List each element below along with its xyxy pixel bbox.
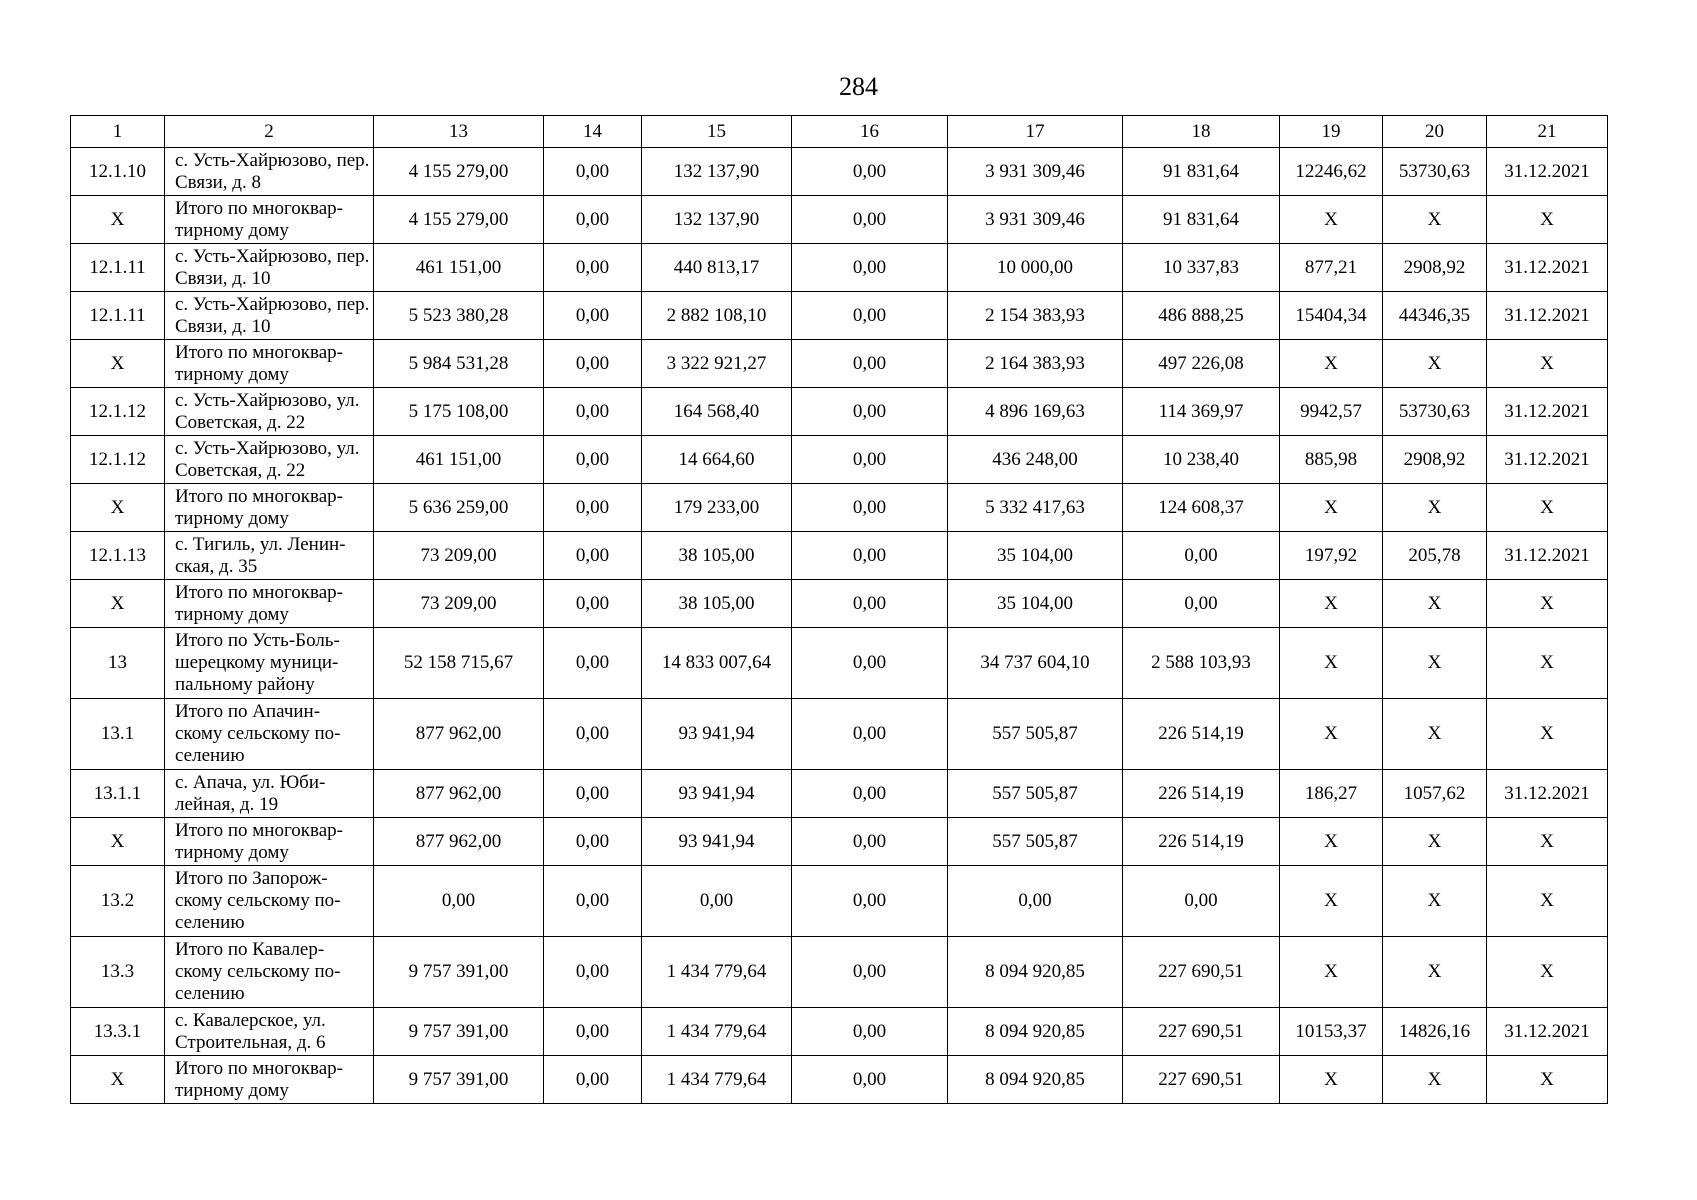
table-cell: 885,98 xyxy=(1280,436,1383,484)
table-row xyxy=(71,196,1608,244)
table-cell: 227 690,51 xyxy=(1123,1056,1280,1104)
table-cell: 877,21 xyxy=(1280,244,1383,292)
table-cell: 93 941,94 xyxy=(642,818,792,866)
table-cell: X xyxy=(1383,196,1487,244)
table-cell: 0,00 xyxy=(544,484,642,532)
table-cell: 12.1.12 xyxy=(71,436,165,484)
table-cell: 0,00 xyxy=(374,866,544,937)
table-cell: 0,00 xyxy=(544,244,642,292)
column-header: 19 xyxy=(1280,116,1383,148)
table-cell: 2908,92 xyxy=(1383,436,1487,484)
table-cell: 93 941,94 xyxy=(642,699,792,770)
table-cell: 0,00 xyxy=(544,770,642,818)
table-cell: Итого по многоквар- тирному дому xyxy=(165,1056,374,1104)
table-cell: 10153,37 xyxy=(1280,1008,1383,1056)
table-cell: 0,00 xyxy=(948,866,1123,937)
table-cell: 227 690,51 xyxy=(1123,937,1280,1008)
table-cell: 4 155 279,00 xyxy=(374,148,544,196)
table-cell: 877 962,00 xyxy=(374,699,544,770)
table-cell: 13.2 xyxy=(71,866,165,937)
table-cell: 13.1 xyxy=(71,699,165,770)
table-cell: 0,00 xyxy=(792,532,948,580)
table-cell: 0,00 xyxy=(544,866,642,937)
table-cell: 164 568,40 xyxy=(642,388,792,436)
table-body xyxy=(71,116,1608,1104)
table-cell: 53730,63 xyxy=(1383,388,1487,436)
table-cell: 132 137,90 xyxy=(642,148,792,196)
table-cell: 132 137,90 xyxy=(642,196,792,244)
table-cell: 13.3.1 xyxy=(71,1008,165,1056)
table-cell: 31.12.2021 xyxy=(1487,244,1608,292)
table-cell: 3 931 309,46 xyxy=(948,196,1123,244)
table-cell: 0,00 xyxy=(792,937,948,1008)
table-cell: с. Тигиль, ул. Ленин- ская, д. 35 xyxy=(165,532,374,580)
table-cell: 2908,92 xyxy=(1383,244,1487,292)
table-row xyxy=(71,436,1608,484)
table-cell: X xyxy=(1487,937,1608,1008)
table-cell: 9 757 391,00 xyxy=(374,1008,544,1056)
table-cell: 0,00 xyxy=(544,699,642,770)
table-cell: 227 690,51 xyxy=(1123,1008,1280,1056)
table-cell: 1057,62 xyxy=(1383,770,1487,818)
table-cell: 14 664,60 xyxy=(642,436,792,484)
table-cell: 179 233,00 xyxy=(642,484,792,532)
table-cell: X xyxy=(1280,699,1383,770)
table-cell: 10 238,40 xyxy=(1123,436,1280,484)
table-cell: 0,00 xyxy=(792,818,948,866)
table-cell: X xyxy=(1280,937,1383,1008)
table-cell: 0,00 xyxy=(544,628,642,699)
table-cell: 114 369,97 xyxy=(1123,388,1280,436)
table-cell: 0,00 xyxy=(544,818,642,866)
table-cell: 8 094 920,85 xyxy=(948,1056,1123,1104)
column-header: 15 xyxy=(642,116,792,148)
page-number: 284 xyxy=(839,72,878,101)
table-cell: X xyxy=(1487,1056,1608,1104)
table-cell: 0,00 xyxy=(792,148,948,196)
table-cell: 226 514,19 xyxy=(1123,699,1280,770)
table-cell: Итого по многоквар- тирному дому xyxy=(165,580,374,628)
table-cell: X xyxy=(1280,196,1383,244)
table-cell: X xyxy=(1383,340,1487,388)
table-row xyxy=(71,532,1608,580)
table-cell: 5 636 259,00 xyxy=(374,484,544,532)
table-cell: X xyxy=(1487,866,1608,937)
table-cell: 12.1.11 xyxy=(71,244,165,292)
column-header: 20 xyxy=(1383,116,1487,148)
table-cell: 91 831,64 xyxy=(1123,148,1280,196)
table-cell: 557 505,87 xyxy=(948,818,1123,866)
table-cell: 91 831,64 xyxy=(1123,196,1280,244)
column-header: 21 xyxy=(1487,116,1608,148)
table-cell: 31.12.2021 xyxy=(1487,292,1608,340)
table-cell: 436 248,00 xyxy=(948,436,1123,484)
table-cell: X xyxy=(1280,580,1383,628)
table-row xyxy=(71,866,1608,937)
table-cell: 12.1.11 xyxy=(71,292,165,340)
table-cell: Итого по Запорож- скому сельскому по- селению xyxy=(165,866,374,937)
table-cell: X xyxy=(1487,340,1608,388)
table-cell: 461 151,00 xyxy=(374,244,544,292)
table-cell: 31.12.2021 xyxy=(1487,388,1608,436)
table-cell: 10 000,00 xyxy=(948,244,1123,292)
table-cell: 0,00 xyxy=(792,340,948,388)
table-cell: X xyxy=(1487,818,1608,866)
table-cell: 0,00 xyxy=(544,292,642,340)
table-row xyxy=(71,340,1608,388)
table-cell: 0,00 xyxy=(544,937,642,1008)
table-row xyxy=(71,580,1608,628)
table-cell: 205,78 xyxy=(1383,532,1487,580)
table-cell: 9 757 391,00 xyxy=(374,1056,544,1104)
table-cell: 15404,34 xyxy=(1280,292,1383,340)
table-cell: 0,00 xyxy=(544,436,642,484)
table-cell: 9 757 391,00 xyxy=(374,937,544,1008)
table-row xyxy=(71,628,1608,699)
table-cell: X xyxy=(1487,580,1608,628)
table-cell: Итого по Апачин- скому сельскому по- селению xyxy=(165,699,374,770)
table-cell: 31.12.2021 xyxy=(1487,436,1608,484)
table-row xyxy=(71,1008,1608,1056)
table-row xyxy=(71,148,1608,196)
table-cell: 0,00 xyxy=(792,292,948,340)
table-cell: 13 xyxy=(71,628,165,699)
table-row xyxy=(71,484,1608,532)
table-cell: с. Усть-Хайрюзово, ул. Советская, д. 22 xyxy=(165,388,374,436)
table-cell: 877 962,00 xyxy=(374,770,544,818)
table-cell: 877 962,00 xyxy=(374,818,544,866)
table-cell: X xyxy=(71,484,165,532)
column-header: 2 xyxy=(165,116,374,148)
table-cell: 14 833 007,64 xyxy=(642,628,792,699)
table-cell: 34 737 604,10 xyxy=(948,628,1123,699)
table-cell: 35 104,00 xyxy=(948,532,1123,580)
table-cell: 1 434 779,64 xyxy=(642,1056,792,1104)
table-row xyxy=(71,818,1608,866)
table-cell: 0,00 xyxy=(544,1056,642,1104)
table-cell: X xyxy=(1383,866,1487,937)
table-cell: 1 434 779,64 xyxy=(642,1008,792,1056)
table-cell: 10 337,83 xyxy=(1123,244,1280,292)
table-cell: 13.1.1 xyxy=(71,770,165,818)
table-cell: 0,00 xyxy=(792,388,948,436)
table-cell: 557 505,87 xyxy=(948,770,1123,818)
table-cell: 0,00 xyxy=(1123,532,1280,580)
table-cell: 5 175 108,00 xyxy=(374,388,544,436)
column-header: 18 xyxy=(1123,116,1280,148)
table-cell: Итого по Кавалер- скому сельскому по- селению xyxy=(165,937,374,1008)
table-cell: 31.12.2021 xyxy=(1487,532,1608,580)
table-cell: Итого по многоквар- тирному дому xyxy=(165,196,374,244)
table-cell: 0,00 xyxy=(792,196,948,244)
table-cell: 31.12.2021 xyxy=(1487,1008,1608,1056)
table-cell: 13.3 xyxy=(71,937,165,1008)
table-cell: 186,27 xyxy=(1280,770,1383,818)
table-cell: X xyxy=(1383,818,1487,866)
table-cell: X xyxy=(1280,628,1383,699)
table-cell: с. Усть-Хайрюзово, пер. Связи, д. 8 xyxy=(165,148,374,196)
table-cell: 53730,63 xyxy=(1383,148,1487,196)
table-cell: 197,92 xyxy=(1280,532,1383,580)
table-cell: 0,00 xyxy=(544,340,642,388)
table-cell: 52 158 715,67 xyxy=(374,628,544,699)
table-cell: 0,00 xyxy=(1123,580,1280,628)
table-cell: X xyxy=(1383,699,1487,770)
table-cell: 124 608,37 xyxy=(1123,484,1280,532)
table-cell: 1 434 779,64 xyxy=(642,937,792,1008)
table-cell: X xyxy=(1280,818,1383,866)
table-cell: 31.12.2021 xyxy=(1487,770,1608,818)
table-cell: Итого по многоквар- тирному дому xyxy=(165,484,374,532)
table-cell: X xyxy=(1280,866,1383,937)
table-cell: 0,00 xyxy=(642,866,792,937)
table-cell: 0,00 xyxy=(792,436,948,484)
table-cell: X xyxy=(1383,484,1487,532)
table-cell: X xyxy=(1383,628,1487,699)
housing-register-table xyxy=(70,115,1608,1104)
column-header: 13 xyxy=(374,116,544,148)
table-cell: 0,00 xyxy=(792,484,948,532)
table-row xyxy=(71,1056,1608,1104)
table-cell: 557 505,87 xyxy=(948,699,1123,770)
table-cell: 2 882 108,10 xyxy=(642,292,792,340)
table-cell: с. Усть-Хайрюзово, пер. Связи, д. 10 xyxy=(165,244,374,292)
table-cell: 73 209,00 xyxy=(374,580,544,628)
table-cell: 38 105,00 xyxy=(642,580,792,628)
table-cell: Итого по многоквар- тирному дому xyxy=(165,340,374,388)
table-row xyxy=(71,937,1608,1008)
table-cell: X xyxy=(71,580,165,628)
table-cell: 226 514,19 xyxy=(1123,818,1280,866)
table-cell: X xyxy=(1383,580,1487,628)
table-cell: с. Апача, ул. Юби- лейная, д. 19 xyxy=(165,770,374,818)
table-cell: 3 322 921,27 xyxy=(642,340,792,388)
column-header: 16 xyxy=(792,116,948,148)
table-cell: 44346,35 xyxy=(1383,292,1487,340)
table-row xyxy=(71,770,1608,818)
table-row xyxy=(71,388,1608,436)
table-cell: X xyxy=(1280,1056,1383,1104)
table-cell: 2 154 383,93 xyxy=(948,292,1123,340)
table-cell: 5 523 380,28 xyxy=(374,292,544,340)
table-row xyxy=(71,244,1608,292)
table-cell: 0,00 xyxy=(544,196,642,244)
table-cell: 14826,16 xyxy=(1383,1008,1487,1056)
table-cell: 93 941,94 xyxy=(642,770,792,818)
table-cell: 0,00 xyxy=(792,1056,948,1104)
table-cell: с. Усть-Хайрюзово, пер. Связи, д. 10 xyxy=(165,292,374,340)
table-cell: 497 226,08 xyxy=(1123,340,1280,388)
table-cell: 12246,62 xyxy=(1280,148,1383,196)
table-cell: 0,00 xyxy=(792,866,948,937)
table-cell: 35 104,00 xyxy=(948,580,1123,628)
column-header: 17 xyxy=(948,116,1123,148)
table-cell: 38 105,00 xyxy=(642,532,792,580)
table-cell: 0,00 xyxy=(544,532,642,580)
table-cell: X xyxy=(1487,196,1608,244)
table-cell: 73 209,00 xyxy=(374,532,544,580)
table-cell: 12.1.10 xyxy=(71,148,165,196)
table-cell: 0,00 xyxy=(1123,866,1280,937)
table-cell: с. Усть-Хайрюзово, ул. Советская, д. 22 xyxy=(165,436,374,484)
table-cell: 12.1.12 xyxy=(71,388,165,436)
table-cell: 0,00 xyxy=(792,628,948,699)
table-cell: 226 514,19 xyxy=(1123,770,1280,818)
table-cell: X xyxy=(1280,484,1383,532)
table-cell: 0,00 xyxy=(792,580,948,628)
table-cell: 4 896 169,63 xyxy=(948,388,1123,436)
column-header: 1 xyxy=(71,116,165,148)
table-cell: с. Кавалерское, ул. Строительная, д. 6 xyxy=(165,1008,374,1056)
table-cell: 31.12.2021 xyxy=(1487,148,1608,196)
table-cell: 0,00 xyxy=(544,148,642,196)
table-cell: 461 151,00 xyxy=(374,436,544,484)
table-cell: 0,00 xyxy=(544,1008,642,1056)
table-cell: 0,00 xyxy=(792,770,948,818)
table-cell: Итого по Усть-Боль- шерецкому муници- пальному району xyxy=(165,628,374,699)
table-cell: X xyxy=(1487,699,1608,770)
table-cell: 5 984 531,28 xyxy=(374,340,544,388)
table-row xyxy=(71,699,1608,770)
table-cell: X xyxy=(71,196,165,244)
table-cell: 8 094 920,85 xyxy=(948,1008,1123,1056)
table-cell: 2 164 383,93 xyxy=(948,340,1123,388)
table-cell: 440 813,17 xyxy=(642,244,792,292)
table-cell: 0,00 xyxy=(544,388,642,436)
table-cell: 2 588 103,93 xyxy=(1123,628,1280,699)
column-header: 14 xyxy=(544,116,642,148)
column-header-row xyxy=(71,116,1608,148)
table-cell: X xyxy=(1383,1056,1487,1104)
table-cell: X xyxy=(1487,628,1608,699)
table-cell: Итого по многоквар- тирному дому xyxy=(165,818,374,866)
table-cell: X xyxy=(1383,937,1487,1008)
table-cell: X xyxy=(1280,340,1383,388)
table-cell: 3 931 309,46 xyxy=(948,148,1123,196)
table-cell: X xyxy=(71,1056,165,1104)
table-cell: 486 888,25 xyxy=(1123,292,1280,340)
table-cell: 9942,57 xyxy=(1280,388,1383,436)
table-cell: X xyxy=(71,818,165,866)
table-cell: 0,00 xyxy=(544,580,642,628)
table-row xyxy=(71,292,1608,340)
table-cell: 12.1.13 xyxy=(71,532,165,580)
table-cell: 0,00 xyxy=(792,699,948,770)
table-cell: X xyxy=(1487,484,1608,532)
table-cell: 5 332 417,63 xyxy=(948,484,1123,532)
table-cell: 8 094 920,85 xyxy=(948,937,1123,1008)
table-cell: 4 155 279,00 xyxy=(374,196,544,244)
table-cell: X xyxy=(71,340,165,388)
table-cell: 0,00 xyxy=(792,244,948,292)
table-cell: 0,00 xyxy=(792,1008,948,1056)
